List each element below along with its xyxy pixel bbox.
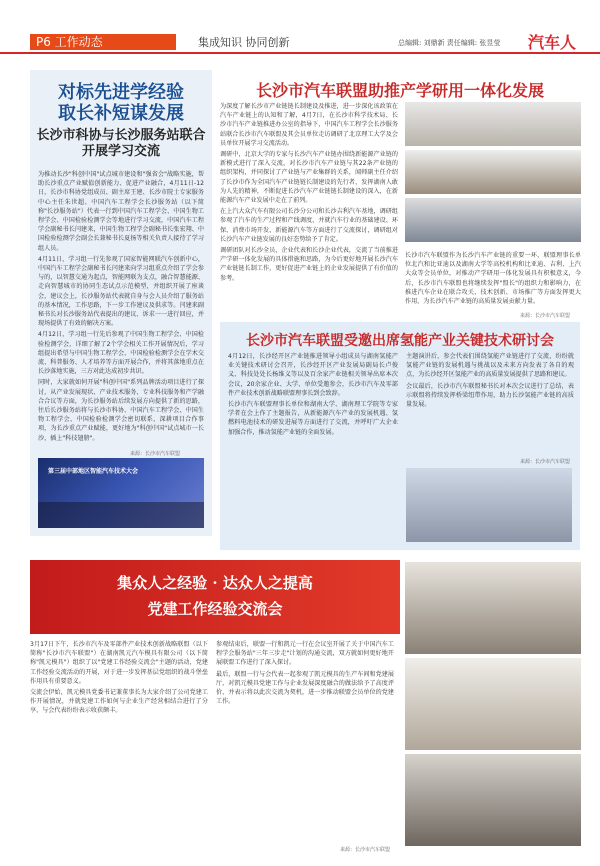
subtitle-line-2: 开展学习交流 (81, 144, 160, 159)
right-top-title: 长沙市汽车联盟助推产学研用一体化发展 (255, 81, 544, 100)
paragraph: 4月12日，长沙经开区产业链推进领导小组成员与湖南氢能产业关键技术研讨会召开，长沙经开区产业发展局副局长卢俊义、科技处处长杨维义等以及百余家产业链相关领导出席本次会议，20余家企业、大学、单位受邀参会，长沙市汽车及零部件产业技术创新战略联盟理事长到会致辞。 (228, 353, 398, 397)
paragraph: 长沙市汽车联盟理事长单位和湖南大学、湖南理工学院等专家学者在会上作了主题报告，从新能源汽车产业的发展机遇、氢燃料电池技术的研发进展等方面进行了交流，并呼吁广大企业加强合作，推动氢能产业链的全面发展。 (228, 401, 398, 436)
tour-photo (405, 754, 581, 846)
subtitle-line-1: 长沙市科协与长沙服务站联合 (36, 128, 206, 143)
banner-line-1: 集众人之经验 · 达众人之提高 (117, 574, 313, 592)
banner-line-2: 党建工作经验交流会 (147, 600, 283, 618)
bottom-body (30, 640, 208, 716)
section-label: P6 工作动态 (30, 34, 176, 50)
middle-caption: 来源：长沙市汽车联盟 (520, 459, 571, 465)
left-article-title (30, 82, 212, 124)
title-line-1: 对标先进学经验 (58, 82, 184, 103)
seminar-photo (406, 468, 572, 542)
right-top-body-2 (405, 251, 581, 306)
photo-banner-text: 第三届中部地区智能汽车技术大会 (48, 468, 139, 475)
paragraph: 3月17日下午，长沙市汽车及零部件产业技术创新战略联盟（以下简称"长沙市汽车联盟"）在湖南凯元汽车模具有限公司（以下简称"凯元模具"）组织了以"党建工作经验交流会"主题的活动，党建工作经验交流活动的开展，对于进一步发挥基层党组织的战斗堡垒作用具有重要意义。 (30, 641, 208, 685)
right-top-caption: 来源：长沙市汽车联盟 (520, 313, 571, 319)
paragraph: 长沙市汽车联盟作为长沙汽车产业链的重要一环，联盟理事长单位北汽和比亚迪以及湖南大学等高校机构和比亚迪、吉利、上汽大众等会员单位，对推动产学研用一体化发展具有积极意义，今后，长沙市汽车联盟也将继续发挥"盟长"的组织力和影响力，在推进汽车企业在联合攻关、技术创新、市场推广等方面发挥更大作用，为长沙汽车产业链的高质量发展贡献力量。 (405, 252, 581, 306)
paragraph: 调研团队对长沙全员、企业代表和长沙企业代表，交流了当前推进产学研一体化发展的具体措施和思路，为今后更好地开展长沙汽车产业链链长制工作，更好促进产业链上的企业发展提供了有价值的参考。 (220, 247, 398, 282)
visit-photo (405, 198, 581, 242)
middle-body (228, 352, 398, 437)
right-top-photos (405, 102, 581, 246)
middle-body-2 (406, 352, 574, 409)
conference-photo (38, 458, 204, 528)
paragraph: 4月11日，学习组一行先参观了国家智能网联汽车创新中心，中国汽车工程学会副秘书长闫建来向学习组重点介绍了学会参与的，以智慧交通为起点，智能网联为支点，融合智慧能源、走向智慧城市的协同生态试点示范模型，并组织开展了座谈会，建议会上，长沙服务站代表就自身与会人员介绍了服务站的基本情况，工作思路，下一步工作建议及供求等。闫建来副秘书长对长沙服务站代表提出的建议、诉求一一进行回应，并现场提供了有效的解决方案。 (38, 255, 204, 328)
bottom-body-2 (216, 640, 394, 706)
paragraph: 在上汽大众汽车有限公司长沙分公司和长沙吉利汽车基地，调研组参观了汽车的生产过程和产线调度，并就汽车行业的基础建设、环保、消费市场开发、新能源汽车等方面进行了交流探讨，调研组对长沙汽车产业链发展的良好态势给予了肯定。 (220, 208, 398, 243)
photo-caption: 来源：长沙市汽车联盟 (130, 451, 181, 457)
paragraph: 主题演讲后，参会代表们围绕氢能产业链进行了交流，纷纷就氢能产业链的发展机遇与挑战以及未来方向发表了各自的观点，为长沙经开区氢能产业的高质量发展提供了思路和建议。 (406, 353, 574, 379)
bottom-banner (30, 560, 400, 634)
middle-article (220, 322, 580, 550)
left-article-body (38, 170, 204, 443)
title-line-2: 取长补短谋发展 (58, 103, 184, 124)
left-article (30, 70, 212, 536)
paragraph: 同时，大家就如何开展"科创中国"系列品牌活动项目进行了探讨，从产业发展现状、产业技术服务、专业科技服务和产学融合合议等方面，为长沙服务站后续发展方向提供了新的思路，往后长沙服务站将与长沙市科协、中国汽车工程学会、中国生物工程学会、中国检验检测学会密切联系，深耕项目合作事项，为长沙重点产业赋能，更好地为"科创中国"试点城市一长沙，插上"科技翅膀"。 (38, 379, 204, 442)
meeting-photo (405, 562, 581, 654)
paragraph: 最后，联盟一行与会代表一起参观了凯元模具的生产车间和党建展厅，对凯元模具党建工作与企业发展深度融合的做法给予了高度评价，并表示将以此次交流为契机，进一步推动联盟会员单位的党建工作。 (216, 670, 394, 706)
paragraph: 调研中，北京大学的专家与长沙汽车产业链办围绕新能源产业链的新模式进行了深入交流，对长沙市汽车产业链与其22条产业链的组织架构，并同探讨了产业链与产业集群的关系，闻师副主任介绍了长沙市作为全国汽车产业链链长制建设的先行者，发挥湖南人敢为人先的精神，不断促进长沙汽车产业链链长制建设的深入，在新能源汽车产业发展中走在了前列。 (220, 151, 398, 205)
group-photo (405, 150, 581, 194)
photo-people (38, 502, 204, 528)
paragraph: 为深度了解长沙市产业链链长制建设及推进，进一步深化该政策在汽车产业链上的认知和了解，4月7日，在长沙市科学技术局、长沙市汽车产业链推进办公室的指导下，中国汽车工程学会长沙服务站联合长沙市汽车联盟及其会员单位走访调研了北京理工大学及会员单位开展学习交流活动。 (220, 103, 398, 147)
left-article-subtitle (30, 128, 212, 160)
right-top-body (220, 102, 398, 283)
paragraph: 为推动长沙"科创中国"试点城市建设和"强省会"战略实施，帮助长沙重点产业赋值创新能力、促进产业融合，4月11日-12日，长沙市科协党组成员、副主席王建、长沙市院士专家服务中心主任朱世超、中国汽车工程学会长沙服务站（以下简称"长沙服务站"）代表一行到中国汽车工程学会、中国生物工程学会、中国检验检测学会等地进行学习交流，中国汽车工程学会副秘书长闫建来，中国生物工程学会副秘书长张宏翔、中国检验检测学会副会长兼秘书长夏扬等相关负责人接待了学习组人员。 (38, 171, 204, 252)
publication-logo: 汽车人 (528, 33, 577, 52)
building-photo (405, 102, 581, 146)
paragraph: 4月12日，学习组一行先后参观了中国生物工程学会、中国检验检测学会，详细了解了2个学会相关工作开展情况后，学习组提出希望与中国生物工程学会、中国检验检测学会在学术交流、科普服务、人才培养等方面开展合作，并将其落地重点在长沙落地实施，三方对此达成初步共识。 (38, 331, 204, 376)
bottom-caption: 来源：长沙市汽车联盟 (340, 847, 391, 853)
paragraph: 交流会伊始，凯元模具党委书记兼董事长为大家介绍了公司党建工作开展情况，并就党建工作如何与企业生产经营相结合进行了分享，与会代表纷纷表示收获颇丰。 (30, 689, 208, 715)
paragraph: 会议最后，长沙市汽车联盟秘书长对本次会议进行了总结，表示联盟将持续发挥桥梁纽带作用，助力长沙氢能产业链的高质量发展。 (406, 382, 574, 409)
exhibition-photo (405, 658, 581, 750)
middle-title: 长沙市汽车联盟受邀出席氢能产业关键技术研讨会 (246, 333, 554, 349)
header-slogan: 集成知识 协同创新 (198, 36, 290, 49)
editor-credits: 总编辑: 刘鼎新 责任编辑: 张昱莹 (398, 39, 501, 47)
paragraph: 参观结束后，联盟一行和凯元一行在会议室开展了关于中国汽车工程学会服务站"三年三步走"计划的沟通交流，双方就如何更好地开展联盟工作进行了深入探讨。 (216, 641, 394, 667)
page-header (0, 0, 600, 54)
